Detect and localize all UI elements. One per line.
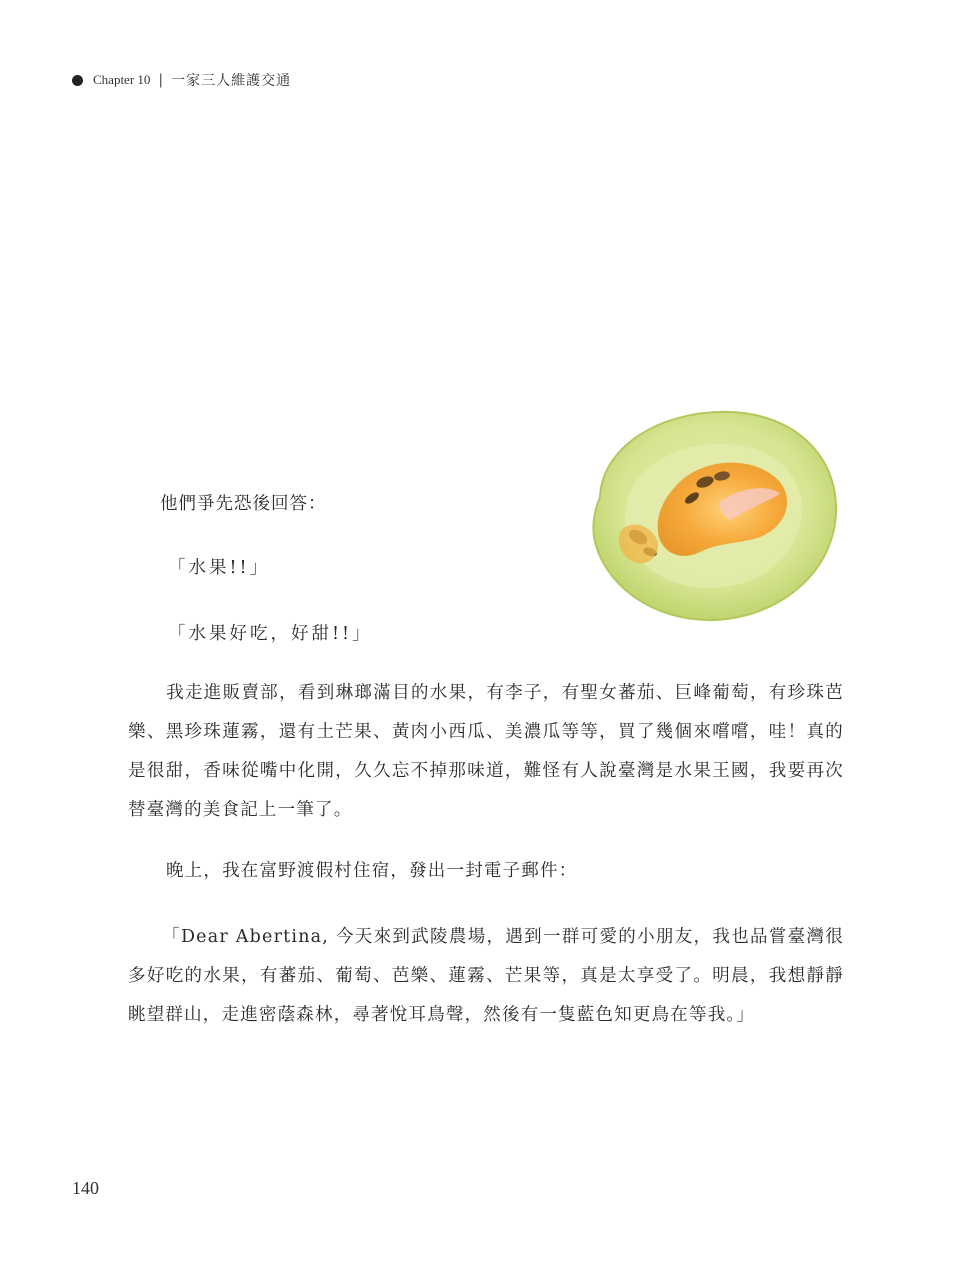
- chapter-title: 一家三人維護交通: [171, 73, 292, 89]
- melon-half-icon: [580, 402, 842, 624]
- paragraph-market: [128, 674, 844, 830]
- bullet-icon: [72, 75, 83, 86]
- header-separator: |: [158, 72, 164, 88]
- chapter-label: Chapter 10: [93, 72, 151, 87]
- dialog-line-2: 「水果好吃，好甜!!」: [168, 624, 373, 644]
- paragraph-email-text: 「Dear Abertina, 今天來到武陵農場，遇到一群可愛的小朋友，我也品嘗臺灣很多好吃的水果，有蕃茄、葡萄、芭樂、蓮霧、芒果等，真是太享受了。明晨，我想靜靜眺望群山，走進密蔭森林，尋著悅耳鳥聲，然後有一隻藍色知更鳥在等我。」: [128, 927, 844, 1025]
- page-number: 140: [72, 1178, 99, 1198]
- dialog-line-1: 「水果!!」: [168, 558, 271, 578]
- running-head: [72, 68, 291, 92]
- paragraph-market-text: 我走進販賣部，看到琳瑯滿目的水果，有李子，有聖女蕃茄、巨峰葡萄，有珍珠芭樂、黑珍珠蓮霧，還有土芒果、黃肉小西瓜、美濃瓜等等，買了幾個來嚐嚐，哇！真的是很甜，香味從嘴中化開，久久忘不掉那味道，難怪有人說臺灣是水果王國，我要再次替臺灣的美食記上一筆了。: [128, 683, 844, 820]
- paragraph-evening: [128, 852, 844, 891]
- paragraph-evening-text: 晚上，我在富野渡假村住宿，發出一封電子郵件：: [166, 861, 578, 881]
- paragraph-email: [128, 918, 844, 1035]
- reply-intro: 他們爭先恐後回答：: [160, 494, 327, 514]
